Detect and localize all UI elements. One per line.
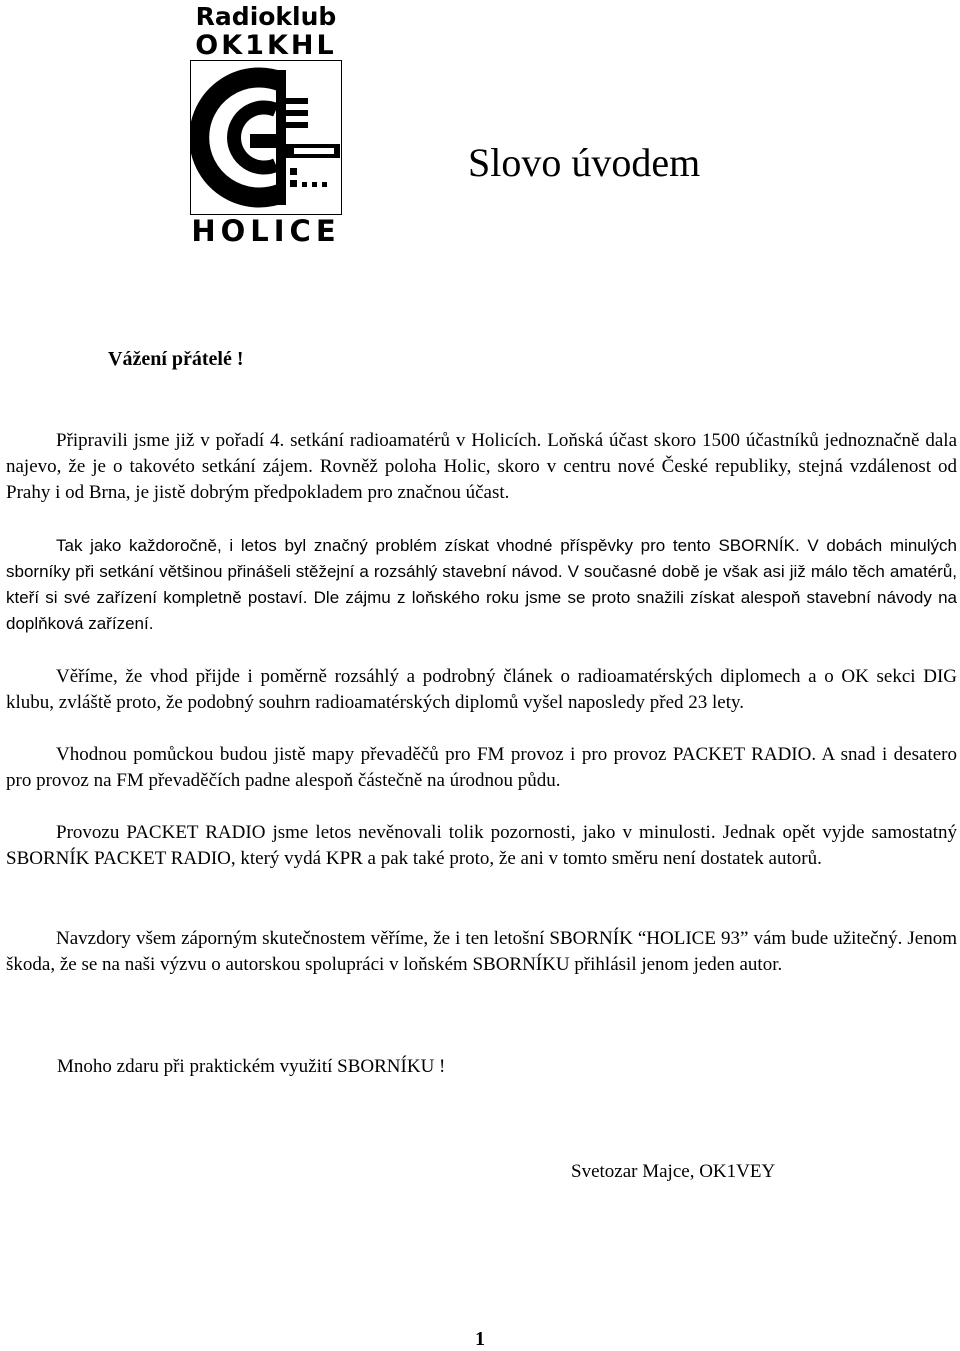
greeting: Vážení přátelé ! xyxy=(108,348,244,370)
paragraph-2 xyxy=(6,533,957,637)
paragraph-6 xyxy=(6,926,957,978)
paragraph-2-text: Tak jako každoročně, i letos byl značný problém získat vhodné příspěvky pro tento SBORNÍK. V dobách minulých sborníky při setkání většinou přinášeli stěžejní a rozsáhlý stavební návod. V současné době je však asi již málo těch amatérů, kteří si své zařízení kompletně postaví. Dle zájmu z loňského roku jsme se proto snažili získat alespoň stavební návody na doplňková zařízení. xyxy=(6,536,957,633)
paragraph-4 xyxy=(6,742,957,794)
paragraph-1-text: Připravili jsme již v pořadí 4. setkání radioamatérů v Holicích. Loňská účast skoro 1500 účastníků jednoznačně dala najevo, že je o takovéto setkání zájem. Rovněž poloha Holic, skoro v centru nové České republiky, stejná vzdálenost od Prahy i od Brna, je jistě dobrým předpokladem pro značnou účast. xyxy=(6,430,957,503)
page-number: 1 xyxy=(475,1328,485,1350)
paragraph-1 xyxy=(6,428,957,506)
logo-town: HOLICE xyxy=(191,214,341,248)
signature: Svetozar Majce, OK1VEY xyxy=(571,1161,776,1182)
paragraph-6-text: Navzdory všem záporným skutečnostem věříme, že i ten letošní SBORNÍK “HOLICE 93” vám bude užitečný. Jenom škoda, že se na naši výzvu o autorskou spolupráci v loňském SBORNÍKU přihlásil jenom jeden autor. xyxy=(6,928,957,975)
paragraph-4-text: Vhodnou pomůckou budou jistě mapy převaděčů pro FM provoz i pro provoz PACKET RADIO. A snad i desatero pro provoz na FM převaděčích padne alespoň částečně na úrodnou půdu. xyxy=(6,744,957,791)
paragraph-3-text: Věříme, že vhod přijde i poměrně rozsáhlý a podrobný článek o radioamatérských diplomech a o OK sekci DIG klubu, zvláště proto, že podobný souhrn radioamatérských diplomů vyšel naposledy před 23 lety. xyxy=(6,666,957,713)
paragraph-5-text: Provozu PACKET RADIO jsme letos nevěnovali tolik pozornosti, jako v minulosti. Jednak opět vyjde samostatný SBORNÍK PACKET RADIO, který vydá KPR a pak také proto, že ani v tomto směru není dostatek autorů. xyxy=(6,822,957,869)
antenna-emblem-icon xyxy=(190,60,342,215)
club-logo xyxy=(180,0,352,250)
paragraph-5 xyxy=(6,820,957,872)
logo-callsign: OK1KHL xyxy=(195,30,337,61)
page-title: Slovo úvodem xyxy=(468,140,701,185)
closing-line: Mnoho zdaru při praktickém využití SBORNÍKU ! xyxy=(57,1056,446,1077)
paragraph-3 xyxy=(6,664,957,716)
logo-club-label: Radioklub xyxy=(195,2,337,31)
